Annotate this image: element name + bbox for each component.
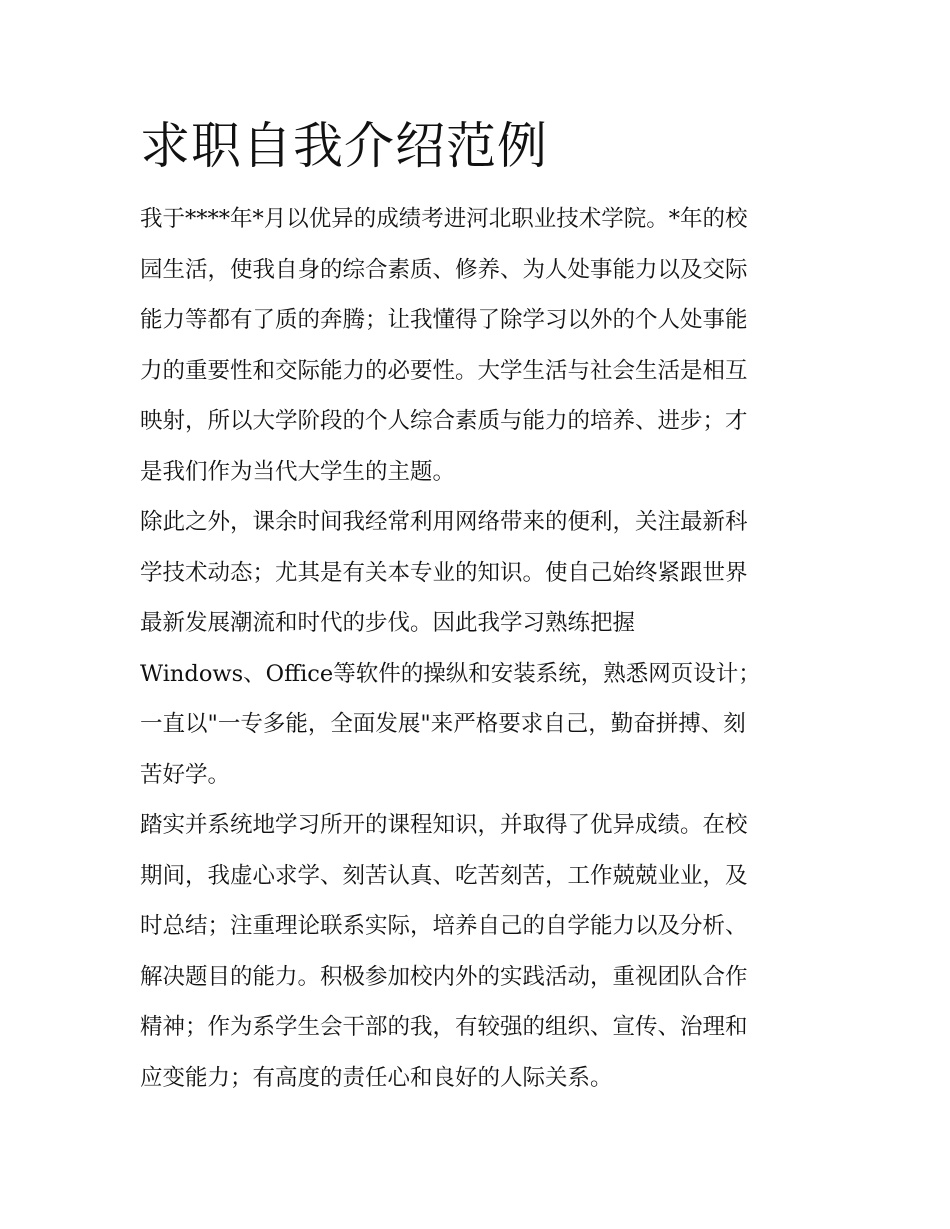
paragraph-1 [140, 194, 812, 497]
paragraph-line: 是我们作为当代大学生的主题。 [140, 458, 456, 485]
paragraph-line: 力的重要性和交际能力的必要性。大学生活与社会生活是相互 [140, 357, 748, 384]
paragraph-line: 学技术动态；尤其是有关本专业的知识。使自己始终紧跟世界 [140, 559, 748, 586]
document-body [140, 112, 812, 1103]
paragraph-line: 一直以"一专多能，全面发展"来严格要求自己，勤奋拼搏、刻 [140, 711, 746, 737]
paragraph-3 [140, 800, 812, 1103]
paragraph-line: 最新发展潮流和时代的步伐。因此我学习熟练把握 [140, 610, 636, 636]
paragraph-line: Windows、Office等软件的操纵和安装系统，熟悉网页设计； [140, 660, 761, 687]
paragraph-line: 期间，我虚心求学、刻苦认真、吃苦刻苦，工作兢兢业业，及 [140, 862, 748, 889]
paragraph-line: 精神；作为系学生会干部的我，有较强的组织、宣传、治理和 [140, 1014, 748, 1040]
paragraph-line: 能力等都有了质的奔腾；让我懂得了除学习以外的个人处事能 [140, 307, 748, 333]
paragraph-line: 除此之外，课余时间我经常利用网络带来的便利，关注最新科 [140, 509, 748, 535]
paragraph-line: 踏实并系统地学习所开的课程知识，并取得了优异成绩。在校 [140, 812, 748, 838]
paragraph-2 [140, 497, 812, 800]
paragraph-line: 园生活，使我自身的综合素质、修养、为人处事能力以及交际 [140, 256, 748, 283]
document-title: 求职自我介绍范例 [140, 117, 548, 175]
paragraph-line: 应变能力；有高度的责任心和良好的人际关系。 [140, 1064, 613, 1091]
paragraph-line: 我于****年*月以优异的成绩考进河北职业技术学院。*年的校 [140, 206, 748, 232]
paragraph-line: 解决题目的能力。积极参加校内外的实践活动，重视团队合作 [140, 963, 748, 990]
paragraph-line: 映射，所以大学阶段的个人综合素质与能力的培养、进步；才 [140, 408, 748, 434]
paragraph-line: 苦好学。 [140, 761, 231, 788]
paragraph-line: 时总结；注重理论联系实际，培养自己的自学能力以及分析、 [140, 913, 748, 939]
